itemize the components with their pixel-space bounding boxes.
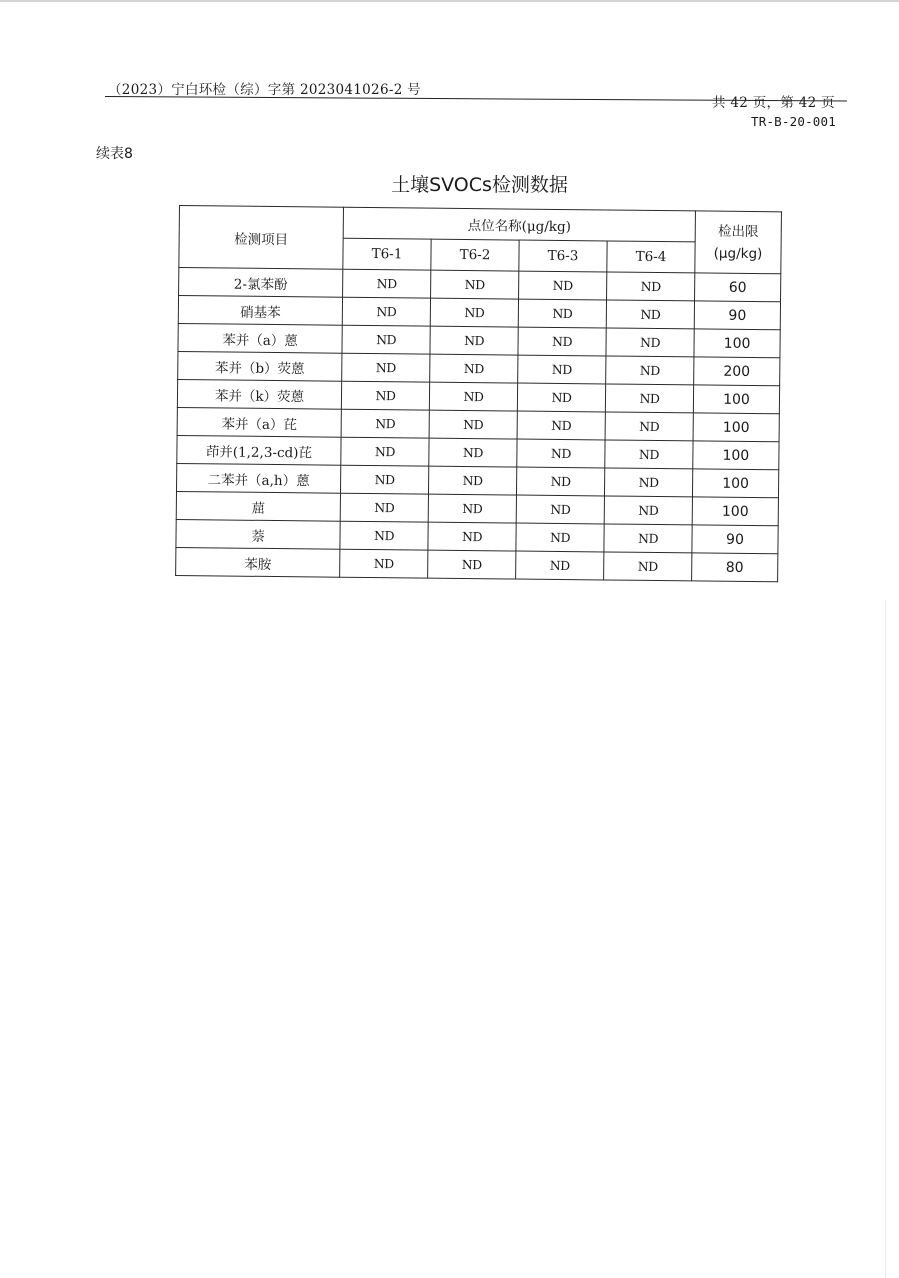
result-cell: ND — [518, 299, 606, 328]
analyte-name: 2-氯苯酚 — [179, 268, 343, 298]
result-cell: ND — [340, 493, 428, 522]
result-cell: ND — [606, 328, 694, 357]
analyte-name: 苯并（a）芘 — [177, 407, 341, 437]
analyte-name: 硝基苯 — [178, 296, 342, 326]
result-cell: ND — [604, 496, 692, 525]
result-cell: ND — [604, 552, 692, 581]
analyte-name: 苯并（b）荧蒽 — [178, 351, 342, 381]
detection-limit-cell: 80 — [692, 553, 778, 582]
sample-header: T6-2 — [431, 239, 519, 271]
detection-limit-cell: 60 — [695, 273, 781, 302]
analyte-name: 二苯并（a,h）蒽 — [176, 463, 340, 493]
analyte-name: 苯并（k）荧蒽 — [177, 379, 341, 409]
scan-edge-shadow — [885, 600, 886, 1278]
result-cell: ND — [516, 523, 604, 552]
detection-limit-cell: 90 — [694, 301, 780, 330]
detection-limit-cell: 100 — [693, 441, 779, 470]
sample-header: T6-3 — [519, 240, 607, 272]
result-cell: ND — [342, 325, 430, 354]
result-cell: ND — [341, 437, 429, 466]
result-cell: ND — [517, 383, 605, 412]
result-cell: ND — [516, 467, 604, 496]
result-cell: ND — [428, 466, 516, 495]
sample-header: T6-4 — [607, 241, 695, 273]
detection-limit-cell: 200 — [694, 357, 780, 386]
detection-limit-cell: 100 — [692, 497, 778, 526]
result-cell: ND — [517, 439, 605, 468]
page-info: 共 42 页，第 42 页 — [712, 95, 835, 111]
result-cell: ND — [343, 269, 431, 298]
result-cell: ND — [606, 356, 694, 385]
results-table-wrapper — [175, 205, 782, 582]
table-title: 土壤SVOCs检测数据 — [391, 174, 568, 196]
limit-header-unit: (μg/kg) — [713, 245, 763, 262]
result-cell: ND — [429, 438, 517, 467]
result-cell: ND — [607, 272, 695, 301]
result-cell: ND — [340, 549, 428, 578]
analyte-name: 萘 — [176, 519, 340, 549]
result-cell: ND — [604, 524, 692, 553]
result-cell: ND — [430, 298, 518, 327]
result-cell: ND — [342, 353, 430, 382]
analyte-name: 苯胺 — [176, 547, 340, 577]
detection-limit-cell: 100 — [694, 329, 780, 358]
result-cell: ND — [517, 411, 605, 440]
limit-header — [695, 211, 782, 274]
result-cell: ND — [606, 300, 694, 329]
result-cell: ND — [605, 440, 693, 469]
result-cell: ND — [342, 297, 430, 326]
result-cell: ND — [429, 382, 517, 411]
result-cell: ND — [428, 550, 516, 579]
result-cell: ND — [604, 468, 692, 497]
detection-limit-cell: 100 — [692, 469, 778, 498]
report-number: （2023）宁白环检（综）字第 2023041026-2 号 — [108, 82, 421, 98]
detection-limit-cell: 100 — [693, 385, 779, 414]
result-cell: ND — [340, 521, 428, 550]
detection-limit-cell: 100 — [693, 413, 779, 442]
item-header: 检测项目 — [179, 206, 344, 270]
continued-table-label: 续表8 — [96, 146, 133, 162]
analyte-name: 茚并(1,2,3-cd)芘 — [177, 435, 341, 465]
header-row — [179, 206, 781, 243]
result-cell: ND — [341, 381, 429, 410]
result-cell: ND — [430, 354, 518, 383]
results-table — [175, 205, 782, 582]
result-cell: ND — [340, 465, 428, 494]
table-row — [176, 547, 778, 581]
sample-header: T6-1 — [343, 238, 431, 270]
result-cell: ND — [428, 522, 516, 551]
result-cell: ND — [518, 355, 606, 384]
result-cell: ND — [429, 410, 517, 439]
result-cell: ND — [519, 271, 607, 300]
result-cell: ND — [605, 384, 693, 413]
result-cell: ND — [341, 409, 429, 438]
form-code: TR-B-20-001 — [751, 114, 836, 129]
result-cell: ND — [516, 495, 604, 524]
detection-limit-cell: 90 — [692, 525, 778, 554]
result-cell: ND — [605, 412, 693, 441]
analyte-name: 䓛 — [176, 491, 340, 521]
analyte-name: 苯并（a）蒽 — [178, 323, 342, 353]
result-cell: ND — [430, 326, 518, 355]
sample-group-header: 点位名称(μg/kg) — [343, 207, 695, 242]
page-top-border — [0, 0, 899, 2]
result-cell: ND — [431, 270, 519, 299]
result-cell: ND — [516, 551, 604, 580]
result-cell: ND — [428, 494, 516, 523]
limit-header-line1: 检出限 — [717, 223, 759, 240]
result-cell: ND — [518, 327, 606, 356]
